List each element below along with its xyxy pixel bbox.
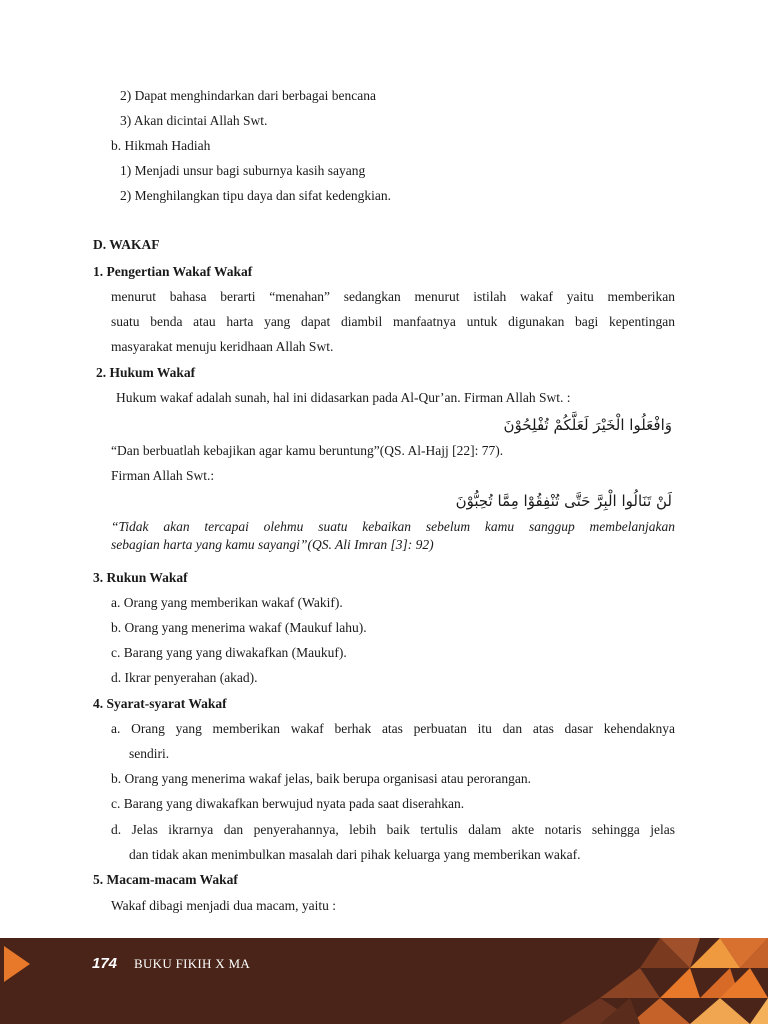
list-item: b. Orang yang menerima wakaf (Maukuf lahu). bbox=[111, 620, 367, 635]
list-item: d. Jelas ikrarnya dan penyerahannya, lebih baik tertulis dalam akte notaris sehingga jelas bbox=[111, 822, 675, 837]
verse-translation: “Dan berbuatlah kebajikan agar kamu beruntung”(QS. Al-Hajj [22]: 77). bbox=[111, 443, 504, 458]
list-item: a. Orang yang memberikan wakaf (Wakif). bbox=[111, 595, 343, 610]
paragraph-line: Firman Allah Swt.: bbox=[111, 468, 215, 483]
list-item: c. Barang yang yang diwakafkan (Maukuf). bbox=[111, 645, 347, 660]
list-item: a. Orang yang memberikan wakaf berhak atas perbuatan itu dan atas dasar kehendaknya bbox=[111, 721, 675, 736]
arabic-verse: لَنْ تَنَالُوا الْبِرَّ حَتَّى تُنْفِقُوْا مِمَّا تُحِبُّوْنَ bbox=[455, 492, 672, 510]
paragraph-line: menurut bahasa berarti “menahan” sedangkan menurut istilah wakaf yaitu memberikan bbox=[111, 289, 675, 304]
list-line: 2) Dapat menghindarkan dari berbagai bencana bbox=[120, 88, 377, 103]
paragraph-line: Hukum wakaf adalah sunah, hal ini didasarkan pada Al-Qur’an. Firman Allah Swt. : bbox=[116, 390, 571, 405]
section-heading: D. WAKAF bbox=[93, 237, 160, 252]
list-line: 3) Akan dicintai Allah Swt. bbox=[120, 113, 268, 128]
list-item-continued: dan tidak akan menimbulkan masalah dari pihak keluarga yang memberikan wakaf. bbox=[129, 847, 581, 862]
list-item: d. Ikrar penyerahan (akad). bbox=[111, 670, 258, 685]
list-item: b. Orang yang menerima wakaf jelas, baik berupa organisasi atau perorangan. bbox=[111, 771, 531, 786]
list-item: c. Barang yang diwakafkan berwujud nyata pada saat diserahkan. bbox=[111, 796, 465, 811]
subsection-title: 5. Macam-macam Wakaf bbox=[93, 872, 238, 887]
page-number: 174 bbox=[92, 955, 118, 972]
verse-translation: “Tidak akan tercapai olehmu suatu kebaikan sebelum kamu sanggup membelanjakan bbox=[111, 519, 675, 534]
footer-arrow-icon bbox=[4, 946, 30, 982]
verse-translation: sebagian harta yang kamu sayangi”(QS. Ali Imran [3]: 92) bbox=[111, 537, 434, 552]
book-title: BUKU FIKIH X MA bbox=[134, 956, 251, 971]
paragraph-line: Wakaf dibagi menjadi dua macam, yaitu : bbox=[111, 898, 336, 913]
subsection-title: 1. Pengertian Wakaf Wakaf bbox=[93, 264, 253, 279]
list-item-continued: sendiri. bbox=[129, 746, 170, 761]
subsection-title: 3. Rukun Wakaf bbox=[93, 570, 188, 585]
footer-decoration bbox=[0, 938, 768, 1024]
list-line: 1) Menjadi unsur bagi suburnya kasih sayang bbox=[120, 163, 366, 178]
list-line: b. Hikmah Hadiah bbox=[111, 138, 211, 153]
list-line: 2) Menghilangkan tipu daya dan sifat kedengkian. bbox=[120, 188, 392, 203]
subsection-title: 4. Syarat-syarat Wakaf bbox=[93, 696, 227, 711]
subsection-title: 2. Hukum Wakaf bbox=[96, 365, 196, 380]
paragraph-line: masyarakat menuju keridhaan Allah Swt. bbox=[111, 339, 334, 354]
arabic-verse: وَافْعَلُوا الْخَيْرَ لَعَلَّكُمْ تُفْلِحُوْنَ bbox=[503, 416, 672, 434]
paragraph-line: suatu benda atau harta yang dapat diambil manfaatnya untuk digunakan bagi kepentingan bbox=[111, 314, 675, 329]
